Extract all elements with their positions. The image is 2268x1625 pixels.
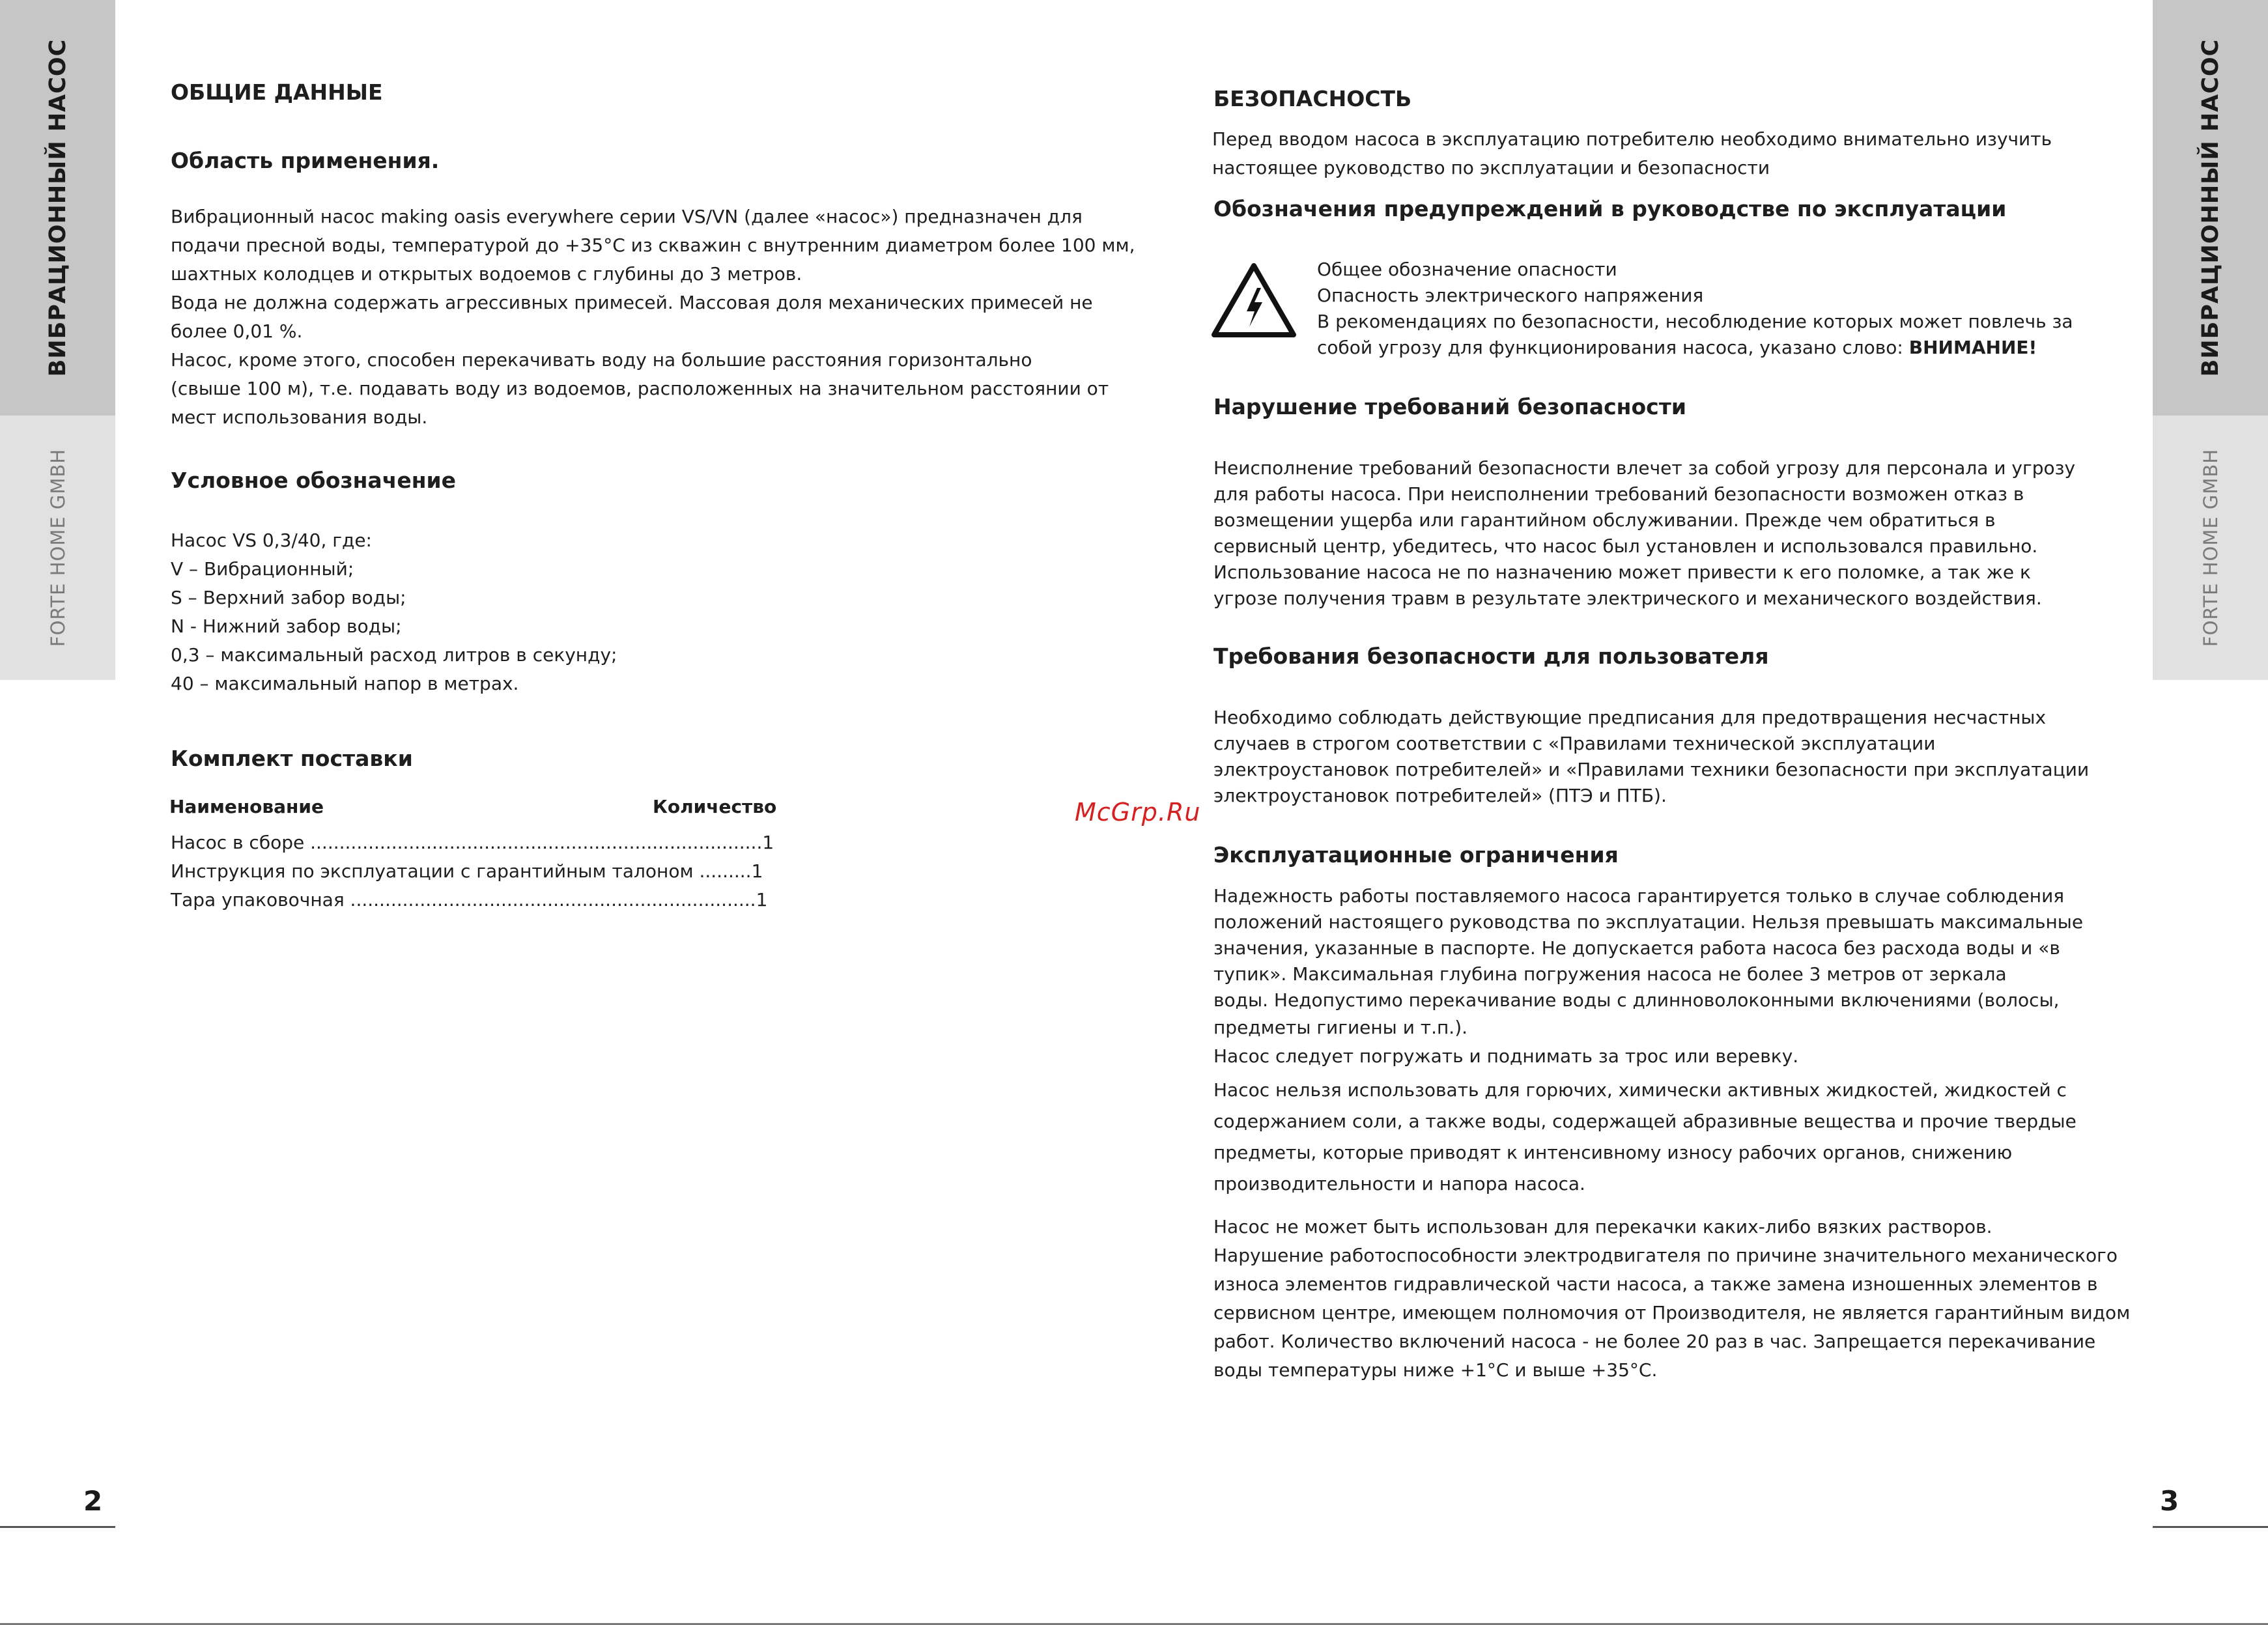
right-sidebar-title-band <box>2153 0 2268 416</box>
right-sidebar-company-band <box>2153 416 2268 680</box>
text-line: S – Верхний забор воды; <box>171 587 406 608</box>
text-line: электроустановок потребителей» (ПТЭ и ПТБ). <box>1213 785 1667 806</box>
text-line: значения, указанные в паспорте. Не допускается работа насоса без расхода воды и «в <box>1213 937 2060 959</box>
text-line: Вибрационный насос making oasis everywhere серии VS/VN (далее «насос») предназначен для <box>171 206 1083 227</box>
text-line: Насос не может быть использован для перекачки каких-либо вязких растворов. <box>1213 1216 1992 1237</box>
right-sidebar-title: ВИБРАЦИОННЫЙ НАСОС <box>2197 38 2224 377</box>
left-page-number-rule <box>0 1526 115 1528</box>
violation-text <box>1213 455 2075 612</box>
text-line: производительности и напора насоса. <box>1213 1173 1585 1194</box>
text-line: Насос следует погружать и поднимать за трос или веревку. <box>1213 1045 1799 1067</box>
text-line: Вода не должна содержать агрессивных примесей. Массовая доля механических примесей не <box>171 292 1093 313</box>
text-line: Перед вводом насоса в эксплуатацию потребителю необходимо внимательно изучить <box>1212 128 2052 150</box>
text-line: сервисный центр, убедитесь, что насос был установлен и использовался правильно. <box>1213 535 2038 557</box>
delivery-col-name: Наименование <box>169 796 324 817</box>
right-sidebar-company: FORTE HOME GMBH <box>2199 448 2222 647</box>
text-line: 0,3 – максимальный расход литров в секунду; <box>171 644 617 666</box>
left-sidebar-title: ВИБРАЦИОННЫЙ НАСОС <box>44 38 71 377</box>
user-requirements-heading: Требования безопасности для пользователя <box>1213 643 1769 669</box>
list-item: Тара упаковочная ......................................................................1 <box>171 889 768 911</box>
left-sidebar-title-band <box>0 0 115 416</box>
limits-text-b <box>1213 1013 1798 1071</box>
text-line: Насос нельзя использовать для горючих, химически активных жидкостей, жидкостей с <box>1213 1079 2067 1101</box>
text-line: V – Вибрационный; <box>171 558 354 580</box>
user-requirements-text <box>1213 705 2089 809</box>
warning-word-prefix: собой угрозу для функционирования насоса, указано слово: <box>1317 337 1909 358</box>
text-line: мест использования воды. <box>171 406 428 428</box>
delivery-col-qty: Количество <box>653 796 777 817</box>
warnings-heading: Обозначения предупреждений в руководстве по эксплуатации <box>1213 196 2007 221</box>
text-line: более 0,01 %. <box>171 320 303 342</box>
delivery-heading: Комплект поставки <box>171 746 413 771</box>
limits-heading: Эксплуатационные ограничения <box>1213 842 1619 868</box>
watermark: McGrp.Ru <box>1075 798 1201 827</box>
list-item: Насос в сборе ..............................................................................1 <box>171 832 774 853</box>
text-line <box>1317 335 2073 361</box>
text-line: Общее обозначение опасности <box>1317 259 1617 280</box>
text-line: настоящее руководство по эксплуатации и безопасности <box>1212 157 1770 178</box>
limits-text-d <box>1213 1213 2130 1385</box>
text-line: содержанием соли, а также воды, содержащей абразивные вещества и прочие твердые <box>1213 1110 2077 1132</box>
text-line: В рекомендациях по безопасности, несоблюдение которых может повлечь за <box>1317 311 2073 332</box>
text-line: шахтных колодцев и открытых водоемов с глубины до 3 метров. <box>171 263 802 285</box>
text-line: 40 – максимальный напор в метрах. <box>171 673 519 694</box>
limits-text-c <box>1213 1075 2077 1200</box>
text-line: угрозе получения травм в результате электрического и механического воздействия. <box>1213 587 2042 609</box>
text-line: Необходимо соблюдать действующие предписания для предотвращения несчастных <box>1213 707 2047 728</box>
text-line: Надежность работы поставляемого насоса гарантируется только в случае соблюдения <box>1213 885 2065 907</box>
text-line: воды. Недопустимо перекачивание воды с длинноволоконными включениями (волосы, <box>1213 989 2060 1011</box>
text-line: для работы насоса. При неисполнении требований безопасности возможен отказ в <box>1213 483 2024 505</box>
text-line: работ. Количество включений насоса - не более 20 раз в час. Запрещается перекачивание <box>1213 1331 2096 1352</box>
limits-text-a <box>1213 883 2083 1013</box>
application-heading: Область применения. <box>171 148 440 173</box>
text-line: воды температуры ниже +1°С и выше +35°С. <box>1213 1359 1658 1381</box>
list-item: Инструкция по эксплуатации с гарантийным талоном .........1 <box>171 860 763 882</box>
text-line: тупик». Максимальная глубина погружения насоса не более 3 метров от зеркала <box>1213 963 2007 985</box>
text-line: сервисном центре, имеющем полномочия от Производителя, не является гарантийным видом <box>1213 1302 2131 1323</box>
text-line: N - Нижний забор воды; <box>171 615 402 637</box>
text-line: предметы гигиены и т.п.). <box>1213 1017 1468 1038</box>
right-section-title: БЕЗОПАСНОСТЬ <box>1213 86 1412 111</box>
text-line: Использование насоса не по назначению может привести к его поломке, а так же к <box>1213 561 2031 583</box>
text-line: электроустановок потребителей» и «Правилами техники безопасности при эксплуатации <box>1213 759 2090 780</box>
designation-heading: Условное обозначение <box>171 468 457 493</box>
delivery-list <box>171 828 774 914</box>
warnings-text <box>1317 257 2073 361</box>
right-page-number-rule <box>2153 1526 2268 1528</box>
left-page-number: 2 <box>83 1485 103 1517</box>
text-line: Опасность электрического напряжения <box>1317 285 1704 306</box>
text-line: возмещении ущерба или гарантийном обслуживании. Прежде чем обратиться в <box>1213 509 1996 531</box>
violation-heading: Нарушение требований безопасности <box>1213 394 1686 419</box>
text-line: Неисполнение требований безопасности влечет за собой угрозу для персонала и угрозу <box>1213 457 2076 479</box>
left-section-title: ОБЩИЕ ДАННЫЕ <box>171 79 383 105</box>
high-voltage-warning-icon <box>1210 262 1297 339</box>
text-line: предметы, которые приводят к интенсивному износу рабочих органов, снижению <box>1213 1142 2013 1163</box>
text-line: (свыше 100 м), т.е. подавать воду из водоемов, расположенных на значительном расстоянии от <box>171 378 1109 399</box>
text-line: Насос VS 0,3/40, где: <box>171 530 372 551</box>
right-page-number: 3 <box>2160 1485 2179 1517</box>
left-sidebar-company: FORTE HOME GMBH <box>46 448 69 647</box>
application-text <box>171 203 1135 432</box>
warning-keyword: ВНИМАНИЕ! <box>1908 337 2037 358</box>
safety-intro <box>1212 125 2052 182</box>
text-line: случаев в строгом соответствии с «Правилами технической эксплуатации <box>1213 733 1936 754</box>
text-line: Нарушение работоспособности электродвигателя по причине значительного механического <box>1213 1245 2118 1266</box>
text-line: подачи пресной воды, температурой до +35°С из скважин с внутренним диаметром более 100 мм, <box>171 234 1135 256</box>
text-line: Насос, кроме этого, способен перекачивать воду на большие расстояния горизонтально <box>171 349 1032 371</box>
text-line: положений настоящего руководства по эксплуатации. Нельзя превышать максимальные <box>1213 911 2084 933</box>
left-sidebar-company-band <box>0 416 115 680</box>
text-line: износа элементов гидравлической части насоса, а также замена изношенных элементов в <box>1213 1273 2098 1295</box>
designation-text <box>171 526 617 698</box>
